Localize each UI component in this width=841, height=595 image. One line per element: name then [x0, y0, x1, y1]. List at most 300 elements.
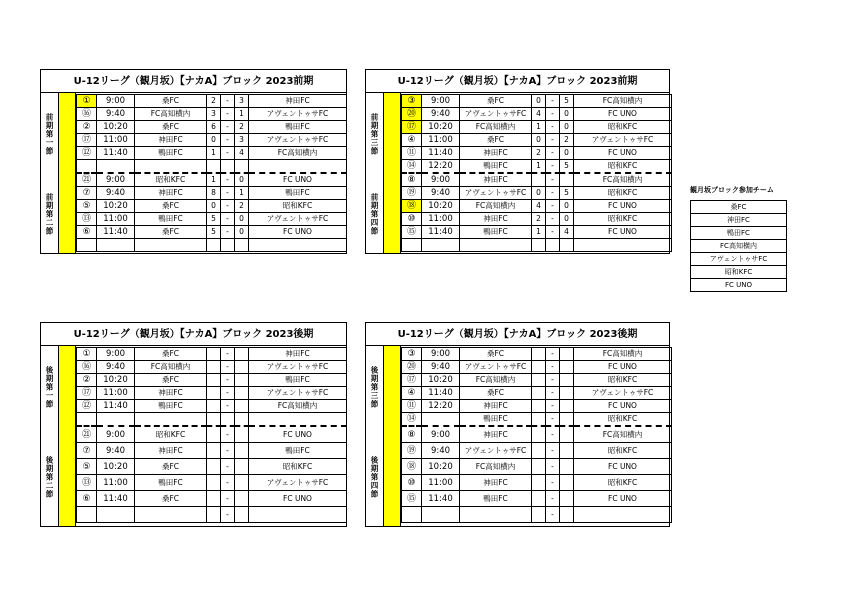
home-team: FC高知横内	[135, 108, 207, 121]
away-score	[560, 374, 574, 387]
table-row	[402, 226, 672, 239]
away-team: FC高知横内	[574, 173, 672, 187]
match-number: ⑰	[77, 134, 97, 147]
away-score: 2	[235, 200, 249, 213]
table-row	[77, 147, 347, 160]
away-score	[235, 426, 249, 443]
match-number: ⑤	[77, 200, 97, 213]
match-number	[402, 507, 422, 523]
home-team: 神田FC	[135, 443, 207, 459]
home-team	[460, 507, 532, 523]
match-number: ④	[402, 134, 422, 147]
kickoff-time: 10:20	[97, 459, 135, 475]
table-row	[77, 108, 347, 121]
score-dash: -	[546, 95, 560, 108]
table-row	[402, 361, 672, 374]
away-score	[235, 475, 249, 491]
home-score	[207, 491, 221, 507]
home-score: 5	[207, 226, 221, 239]
highlight-strip	[384, 346, 401, 526]
kickoff-time: 9:40	[422, 443, 460, 459]
match-number: ⑬	[77, 213, 97, 226]
kickoff-time: 9:40	[97, 108, 135, 121]
score-dash	[221, 413, 235, 427]
score-dash: -	[221, 426, 235, 443]
kickoff-time: 11:00	[97, 213, 135, 226]
match-number: ⑰	[402, 374, 422, 387]
block-title: U-12リーグ（観月坂）【ナカA】ブロック 2023前期	[366, 70, 669, 93]
table-row	[77, 213, 347, 226]
home-team: 桑FC	[135, 491, 207, 507]
round-label-top: 前期第三節	[366, 93, 384, 175]
match-number: ⑪	[402, 400, 422, 413]
away-team: FC UNO	[574, 491, 672, 507]
away-team: FC高知横内	[574, 95, 672, 108]
away-team	[249, 507, 347, 523]
kickoff-time: 9:00	[97, 95, 135, 108]
kickoff-time: 9:40	[422, 108, 460, 121]
away-team	[249, 239, 347, 252]
table-row	[402, 491, 672, 507]
kickoff-time: 11:40	[422, 147, 460, 160]
kickoff-time: 11:40	[422, 387, 460, 400]
match-number: ⑮	[402, 226, 422, 239]
home-team: 鴨田FC	[460, 160, 532, 174]
kickoff-time	[97, 239, 135, 252]
match-number: ③	[402, 348, 422, 361]
home-team: 桑FC	[135, 95, 207, 108]
home-score	[207, 459, 221, 475]
match-number	[77, 413, 97, 427]
match-number: ⑬	[77, 475, 97, 491]
round-label-top: 後期第一節	[41, 346, 59, 428]
table-row	[402, 475, 672, 491]
match-number: ⑲	[402, 187, 422, 200]
legend-team-name: 桑FC	[691, 201, 787, 214]
score-dash: -	[546, 387, 560, 400]
away-team	[574, 507, 672, 523]
score-dash: -	[546, 200, 560, 213]
away-score: 0	[560, 200, 574, 213]
away-score	[235, 239, 249, 252]
home-score: 1	[532, 226, 546, 239]
home-score	[207, 361, 221, 374]
table-row	[77, 173, 347, 187]
legend-row	[691, 266, 787, 279]
match-table	[76, 347, 347, 523]
home-team	[460, 239, 532, 252]
away-team: FC UNO	[249, 226, 347, 239]
participating-teams-legend	[690, 185, 787, 292]
match-number	[77, 507, 97, 523]
round-label-bottom: 前期第四節	[366, 175, 384, 253]
table-row	[77, 426, 347, 443]
match-number: ⑦	[77, 187, 97, 200]
away-score: 0	[560, 121, 574, 134]
table-row	[77, 387, 347, 400]
away-team: 昭和KFC	[574, 213, 672, 226]
away-team: 昭和KFC	[574, 187, 672, 200]
away-team: FC UNO	[249, 491, 347, 507]
table-row	[77, 160, 347, 174]
away-team: FC UNO	[574, 361, 672, 374]
score-dash: -	[546, 507, 560, 523]
legend-row	[691, 253, 787, 266]
match-number: ⑱	[402, 459, 422, 475]
away-score	[560, 173, 574, 187]
home-team: アヴェントゥサFC	[460, 187, 532, 200]
score-dash: -	[221, 134, 235, 147]
score-dash: -	[221, 491, 235, 507]
round-label-top: 前期第一節	[41, 93, 59, 175]
table-row	[402, 95, 672, 108]
match-number: ㉑	[77, 426, 97, 443]
home-team: 桑FC	[135, 121, 207, 134]
home-team: アヴェントゥサFC	[460, 361, 532, 374]
kickoff-time: 11:00	[97, 387, 135, 400]
home-team: FC高知横内	[460, 200, 532, 213]
away-score	[235, 400, 249, 413]
match-number: ⑫	[77, 400, 97, 413]
legend-row	[691, 279, 787, 292]
away-team: FC高知横内	[574, 348, 672, 361]
match-number: ⑭	[402, 160, 422, 174]
table-row	[77, 400, 347, 413]
legend-row	[691, 227, 787, 240]
kickoff-time: 9:00	[97, 173, 135, 187]
away-score	[560, 507, 574, 523]
score-dash: -	[546, 213, 560, 226]
table-row	[402, 426, 672, 443]
match-number: ⑮	[402, 491, 422, 507]
home-score: 6	[207, 121, 221, 134]
score-dash: -	[546, 173, 560, 187]
block-title: U-12リーグ（観月坂）【ナカA】ブロック 2023前期	[41, 70, 346, 93]
match-number: ⑤	[77, 459, 97, 475]
home-team: FC高知横内	[460, 374, 532, 387]
home-team: 桑FC	[135, 200, 207, 213]
away-score	[235, 374, 249, 387]
kickoff-time: 10:20	[422, 200, 460, 213]
home-team: 桑FC	[460, 387, 532, 400]
highlight-strip	[59, 346, 76, 526]
away-score	[235, 160, 249, 174]
home-score	[532, 374, 546, 387]
home-score	[207, 507, 221, 523]
away-team: FC UNO	[574, 226, 672, 239]
match-number: ⑯	[77, 361, 97, 374]
table-row	[402, 443, 672, 459]
kickoff-time: 11:00	[422, 475, 460, 491]
match-number: ㉑	[77, 173, 97, 187]
away-team: 神田FC	[249, 95, 347, 108]
legend-title: 観月坂ブロック参加チーム	[690, 186, 774, 194]
score-dash: -	[546, 348, 560, 361]
kickoff-time: 11:40	[97, 226, 135, 239]
schedule-block-zenki-1	[40, 69, 347, 254]
match-number: ⑲	[402, 443, 422, 459]
away-team: FC UNO	[574, 400, 672, 413]
kickoff-time: 12:20	[422, 160, 460, 174]
score-dash: -	[221, 400, 235, 413]
legend-row	[691, 240, 787, 253]
away-team: 昭和KFC	[249, 459, 347, 475]
away-team: アヴェントゥサFC	[249, 475, 347, 491]
away-team: アヴェントゥサFC	[249, 134, 347, 147]
match-number: ⑳	[402, 108, 422, 121]
score-dash: -	[546, 374, 560, 387]
home-team: 鴨田FC	[135, 213, 207, 226]
table-row	[402, 187, 672, 200]
home-score: 2	[532, 147, 546, 160]
away-team: アヴェントゥサFC	[574, 134, 672, 147]
home-team: 神田FC	[460, 147, 532, 160]
kickoff-time: 11:40	[97, 147, 135, 160]
kickoff-time: 10:20	[422, 374, 460, 387]
highlight-strip	[384, 93, 401, 253]
match-number: ⑱	[402, 200, 422, 213]
kickoff-time: 11:40	[97, 491, 135, 507]
home-team	[135, 239, 207, 252]
score-dash: -	[221, 108, 235, 121]
round-label-top: 後期第三節	[366, 346, 384, 428]
away-score: 1	[235, 108, 249, 121]
legend-team-name: アヴェントゥサFC	[691, 253, 787, 266]
away-team: FC UNO	[574, 147, 672, 160]
match-number: ⑯	[77, 108, 97, 121]
match-number	[77, 160, 97, 174]
kickoff-time: 11:00	[97, 475, 135, 491]
away-score	[560, 426, 574, 443]
kickoff-time	[422, 413, 460, 427]
match-number: ⑥	[77, 226, 97, 239]
home-team: 神田FC	[460, 213, 532, 226]
round-label-bottom: 前期第二節	[41, 175, 59, 253]
home-team: 鴨田FC	[460, 413, 532, 427]
home-team: 神田FC	[460, 173, 532, 187]
home-score: 1	[532, 160, 546, 174]
legend-team-name: 昭和KFC	[691, 266, 787, 279]
home-team: 桑FC	[135, 348, 207, 361]
away-score	[235, 459, 249, 475]
legend-team-name: FC UNO	[691, 279, 787, 292]
table-row	[402, 173, 672, 187]
home-score	[532, 459, 546, 475]
home-score	[207, 413, 221, 427]
table-row	[402, 147, 672, 160]
table-row	[77, 361, 347, 374]
kickoff-time: 11:40	[422, 226, 460, 239]
home-score	[532, 348, 546, 361]
away-team: 鴨田FC	[249, 443, 347, 459]
home-team: 鴨田FC	[460, 226, 532, 239]
away-score: 0	[560, 213, 574, 226]
kickoff-time: 11:00	[422, 134, 460, 147]
table-row	[77, 134, 347, 147]
away-score: 0	[235, 226, 249, 239]
match-number: ②	[77, 121, 97, 134]
home-score: 1	[532, 121, 546, 134]
away-team: FC UNO	[249, 426, 347, 443]
home-score: 0	[207, 134, 221, 147]
kickoff-time: 11:40	[97, 400, 135, 413]
away-team: FC高知横内	[574, 426, 672, 443]
score-dash: -	[546, 187, 560, 200]
score-dash: -	[546, 400, 560, 413]
home-score: 5	[207, 213, 221, 226]
table-row	[77, 121, 347, 134]
home-team: 神田FC	[135, 187, 207, 200]
score-dash: -	[221, 200, 235, 213]
match-number: ⑳	[402, 361, 422, 374]
score-dash: -	[221, 121, 235, 134]
home-team	[135, 413, 207, 427]
table-row	[402, 213, 672, 226]
home-score: 2	[207, 95, 221, 108]
match-number	[402, 239, 422, 252]
away-team	[249, 413, 347, 427]
table-row	[402, 507, 672, 523]
away-team: 昭和KFC	[574, 443, 672, 459]
away-score	[560, 491, 574, 507]
match-table	[401, 347, 672, 523]
table-row	[402, 134, 672, 147]
away-team	[574, 239, 672, 252]
away-team: FC UNO	[574, 108, 672, 121]
score-dash: -	[221, 507, 235, 523]
home-team: 神田FC	[135, 387, 207, 400]
kickoff-time: 9:00	[422, 95, 460, 108]
score-dash: -	[546, 361, 560, 374]
home-team: 桑FC	[460, 95, 532, 108]
table-row	[77, 374, 347, 387]
home-score	[207, 426, 221, 443]
away-team: アヴェントゥサFC	[574, 387, 672, 400]
home-score: 0	[532, 95, 546, 108]
score-dash: -	[221, 147, 235, 160]
away-team: 昭和KFC	[574, 121, 672, 134]
home-score	[532, 443, 546, 459]
score-dash: -	[221, 95, 235, 108]
home-score	[532, 426, 546, 443]
home-score	[532, 387, 546, 400]
home-team: 桑FC	[135, 459, 207, 475]
kickoff-time	[422, 507, 460, 523]
home-team: FC高知横内	[460, 121, 532, 134]
table-row	[77, 348, 347, 361]
kickoff-time: 9:00	[422, 348, 460, 361]
score-dash: -	[221, 361, 235, 374]
match-table	[401, 94, 672, 252]
away-score: 4	[560, 226, 574, 239]
home-score	[207, 443, 221, 459]
away-team: 昭和KFC	[574, 160, 672, 174]
home-score: 0	[532, 187, 546, 200]
match-number: ⑦	[77, 443, 97, 459]
kickoff-time: 9:40	[97, 443, 135, 459]
home-score	[532, 413, 546, 427]
home-score	[207, 475, 221, 491]
block-title: U-12リーグ（観月坂）【ナカA】ブロック 2023後期	[366, 323, 669, 346]
kickoff-time: 10:20	[97, 374, 135, 387]
schedule-block-zenki-2	[365, 69, 670, 254]
match-table	[76, 94, 347, 252]
table-row	[402, 348, 672, 361]
away-score: 2	[560, 134, 574, 147]
away-team: アヴェントゥサFC	[249, 213, 347, 226]
highlight-strip	[59, 93, 76, 253]
score-dash: -	[221, 173, 235, 187]
away-score	[560, 387, 574, 400]
away-team: 鴨田FC	[249, 374, 347, 387]
table-row	[402, 200, 672, 213]
score-dash: -	[221, 187, 235, 200]
match-number: ⑫	[77, 147, 97, 160]
away-score	[235, 507, 249, 523]
home-team: 神田FC	[460, 400, 532, 413]
away-team: アヴェントゥサFC	[249, 387, 347, 400]
away-score	[560, 413, 574, 427]
kickoff-time	[422, 239, 460, 252]
away-score: 5	[560, 187, 574, 200]
away-score: 3	[235, 134, 249, 147]
home-team: FC高知横内	[135, 361, 207, 374]
away-score	[235, 387, 249, 400]
home-team: アヴェントゥサFC	[460, 108, 532, 121]
score-dash: -	[221, 475, 235, 491]
score-dash: -	[546, 147, 560, 160]
away-score: 2	[235, 121, 249, 134]
score-dash: -	[546, 160, 560, 174]
away-team: FC UNO	[249, 173, 347, 187]
legend-team-name: FC高知横内	[691, 240, 787, 253]
home-team: 昭和KFC	[135, 173, 207, 187]
kickoff-time: 10:20	[97, 121, 135, 134]
away-score	[560, 361, 574, 374]
home-score: 4	[532, 108, 546, 121]
kickoff-time	[97, 507, 135, 523]
table-row	[402, 400, 672, 413]
match-number: ⑩	[402, 213, 422, 226]
match-number: ②	[77, 374, 97, 387]
home-team: 桑FC	[460, 348, 532, 361]
home-team: 桑FC	[135, 226, 207, 239]
score-dash: -	[546, 475, 560, 491]
kickoff-time: 9:40	[97, 361, 135, 374]
away-team: FC高知横内	[249, 147, 347, 160]
kickoff-time: 10:20	[97, 200, 135, 213]
home-team: 神田FC	[460, 475, 532, 491]
home-team: 鴨田FC	[135, 475, 207, 491]
table-row	[77, 200, 347, 213]
home-score	[207, 239, 221, 252]
round-label-bottom: 後期第四節	[366, 428, 384, 526]
table-row	[77, 459, 347, 475]
match-number: ⑰	[402, 121, 422, 134]
kickoff-time	[97, 413, 135, 427]
away-team: FC高知横内	[249, 400, 347, 413]
table-row	[77, 443, 347, 459]
away-score	[235, 413, 249, 427]
away-score: 0	[235, 173, 249, 187]
away-score: 0	[560, 108, 574, 121]
home-score	[532, 361, 546, 374]
home-score: 1	[207, 147, 221, 160]
home-score	[532, 400, 546, 413]
home-score: 2	[532, 213, 546, 226]
away-team: アヴェントゥサFC	[249, 361, 347, 374]
match-number: ⑧	[402, 426, 422, 443]
